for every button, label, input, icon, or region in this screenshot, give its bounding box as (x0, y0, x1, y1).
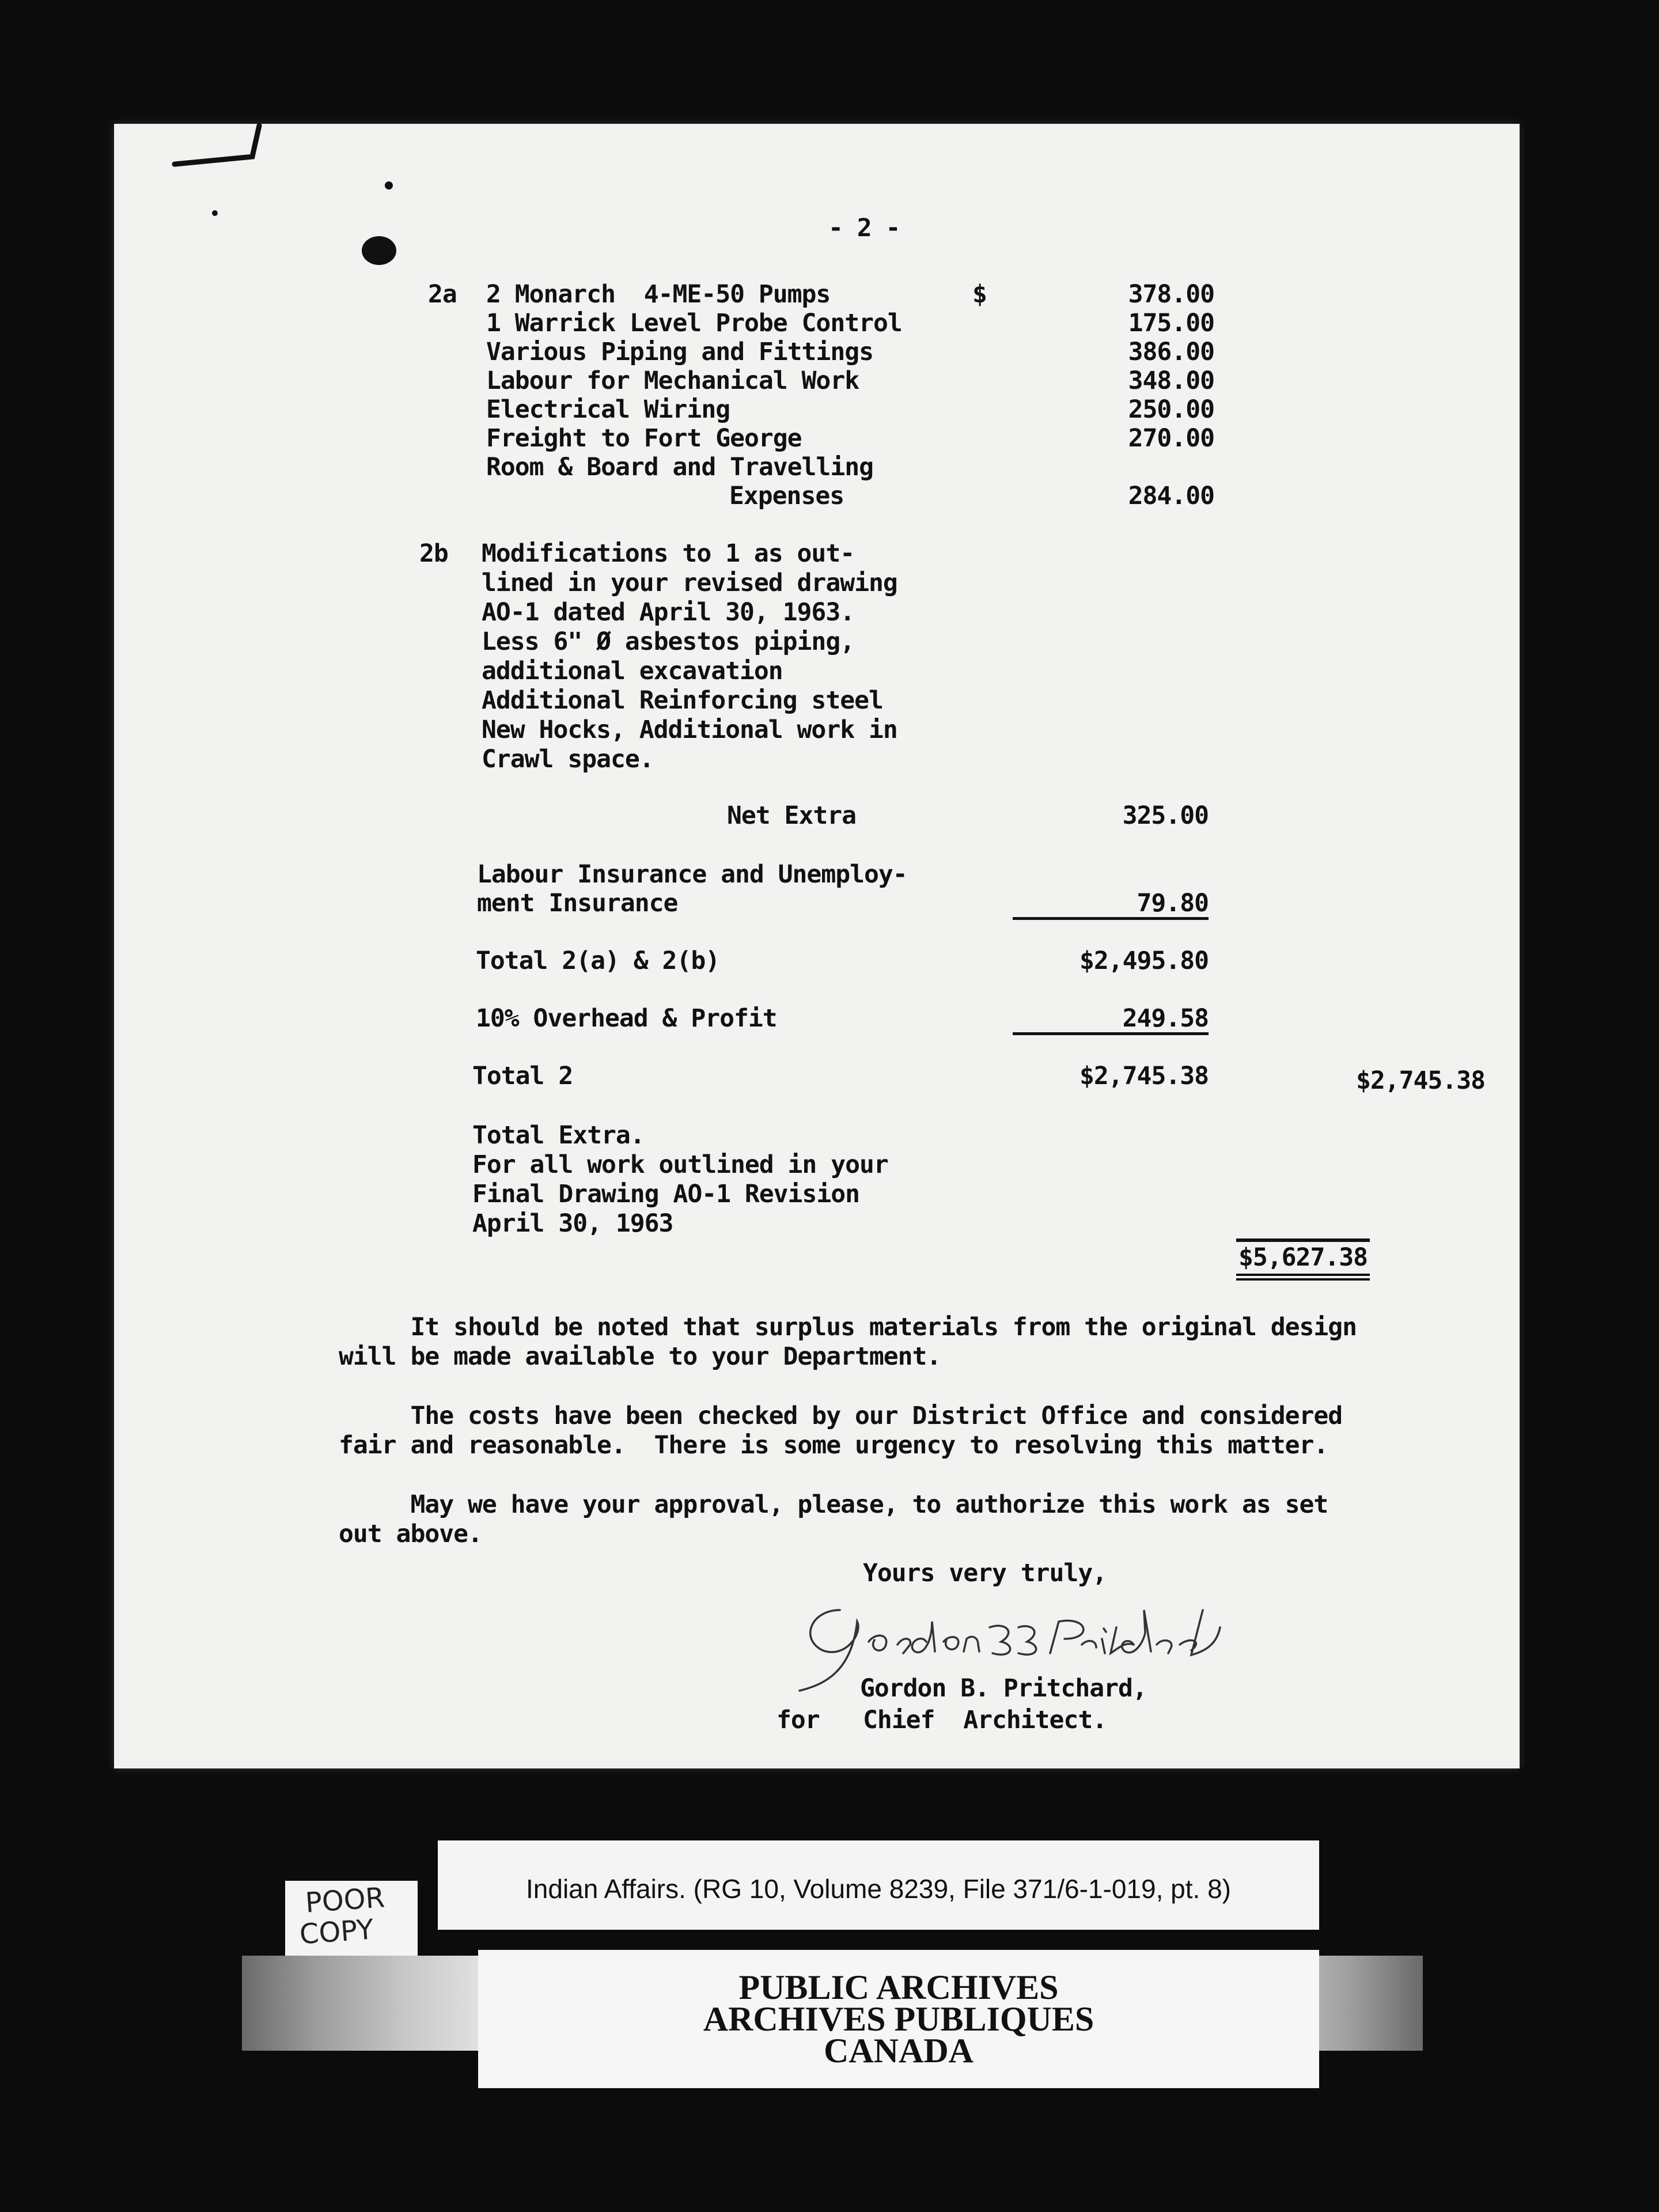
item-description: Electrical Wiring (486, 395, 730, 424)
section-label-2b: 2b (419, 539, 448, 568)
section-2b-line: AO-1 dated April 30, 1963. (482, 598, 855, 627)
signatory-name: Gordon B. Pritchard, (860, 1674, 1147, 1703)
total-2-amount: $2,745.38 (1080, 1062, 1209, 1090)
overhead-amount: 249.58 (1013, 1006, 1209, 1035)
item-description: 2 Monarch 4-ME-50 Pumps (486, 280, 831, 309)
net-extra-amount: 325.00 (1122, 801, 1209, 830)
section-2b-line: Crawl space. (482, 745, 654, 774)
item-amount: 284.00 (1128, 482, 1214, 510)
total-2ab-label: Total 2(a) & 2(b) (476, 946, 720, 975)
insurance-amount: 79.80 (1013, 891, 1209, 920)
paragraph-line: out above. (339, 1520, 482, 1548)
total-extra-line: Total Extra. (472, 1121, 645, 1150)
letter-page (114, 124, 1520, 1768)
insurance-label: Labour Insurance and Unemploy- (477, 860, 907, 889)
closing-salutation: Yours very truly, (863, 1559, 1107, 1588)
archive-reference: Indian Affairs. (RG 10, Volume 8239, File 371/6-1-019, pt. 8) (526, 1874, 1231, 1904)
net-extra-label: Net Extra (727, 801, 856, 830)
signatory-title: Chief Architect. (863, 1706, 1107, 1734)
item-amount: 270.00 (1128, 424, 1214, 453)
paragraph-line: May we have your approval, please, to authorize this work as set (339, 1490, 1328, 1519)
item-description: Various Piping and Fittings (486, 338, 873, 366)
paragraph-line: fair and reasonable. There is some urgency to resolving this matter. (339, 1431, 1328, 1460)
section-2b-line: Modifications to 1 as out- (482, 539, 855, 568)
poor-copy-text: COPY (298, 1913, 375, 1951)
insurance-label: ment Insurance (477, 889, 678, 918)
section-2b-line: Less 6" Ø asbestos piping, (482, 627, 855, 656)
signatory-for: for (777, 1706, 820, 1734)
paragraph-line: It should be noted that surplus materials from the original design (339, 1313, 1357, 1342)
ink-dot (212, 210, 218, 216)
archive-stamp-line: ARCHIVES PUBLIQUES (703, 2000, 1094, 2038)
section-2b-line: Additional Reinforcing steel (482, 686, 883, 715)
section-2b-line: New Hocks, Additional work in (482, 715, 897, 744)
item-amount: 378.00 (1128, 280, 1214, 309)
section-label-2a: 2a (428, 280, 457, 309)
item-amount: 250.00 (1128, 395, 1214, 424)
paragraph-line: The costs have been checked by our District Office and considered (339, 1402, 1343, 1430)
total-extra-line: For all work outlined in your (472, 1150, 888, 1179)
item-description: Labour for Mechanical Work (486, 366, 859, 395)
total-2-label: Total 2 (472, 1062, 573, 1090)
archive-stamp-line: CANADA (824, 2032, 974, 2070)
archive-stamp-line: PUBLIC ARCHIVES (738, 1968, 1059, 2006)
item-description-continuation: Expenses (729, 482, 844, 510)
poor-copy-text: POOR (304, 1881, 386, 1919)
item-amount: 348.00 (1128, 366, 1214, 395)
item-description: 1 Warrick Level Probe Control (486, 309, 902, 338)
total-2-carried-amount: $2,745.38 (1356, 1066, 1485, 1095)
section-2b-line: additional excavation (482, 657, 783, 685)
currency-symbol: $ (972, 280, 987, 309)
page-number: - 2 - (828, 214, 900, 243)
section-2b-line: lined in your revised drawing (482, 569, 897, 597)
paragraph-line: will be made available to your Department. (339, 1342, 941, 1371)
total-2ab-amount: $2,495.80 (1080, 946, 1209, 975)
item-amount: 175.00 (1128, 309, 1214, 338)
ink-blot (362, 236, 396, 265)
total-extra-amount: $5,627.38 (1236, 1238, 1370, 1281)
overhead-label: 10% Overhead & Profit (476, 1004, 777, 1033)
item-description: Room & Board and Travelling (486, 453, 873, 482)
total-extra-line: April 30, 1963 (472, 1209, 673, 1238)
item-amount: 386.00 (1128, 338, 1214, 366)
staple-mark (172, 121, 281, 173)
total-extra-line: Final Drawing AO-1 Revision (472, 1180, 859, 1209)
item-description: Freight to Fort George (486, 424, 802, 453)
ink-dot (385, 181, 393, 190)
